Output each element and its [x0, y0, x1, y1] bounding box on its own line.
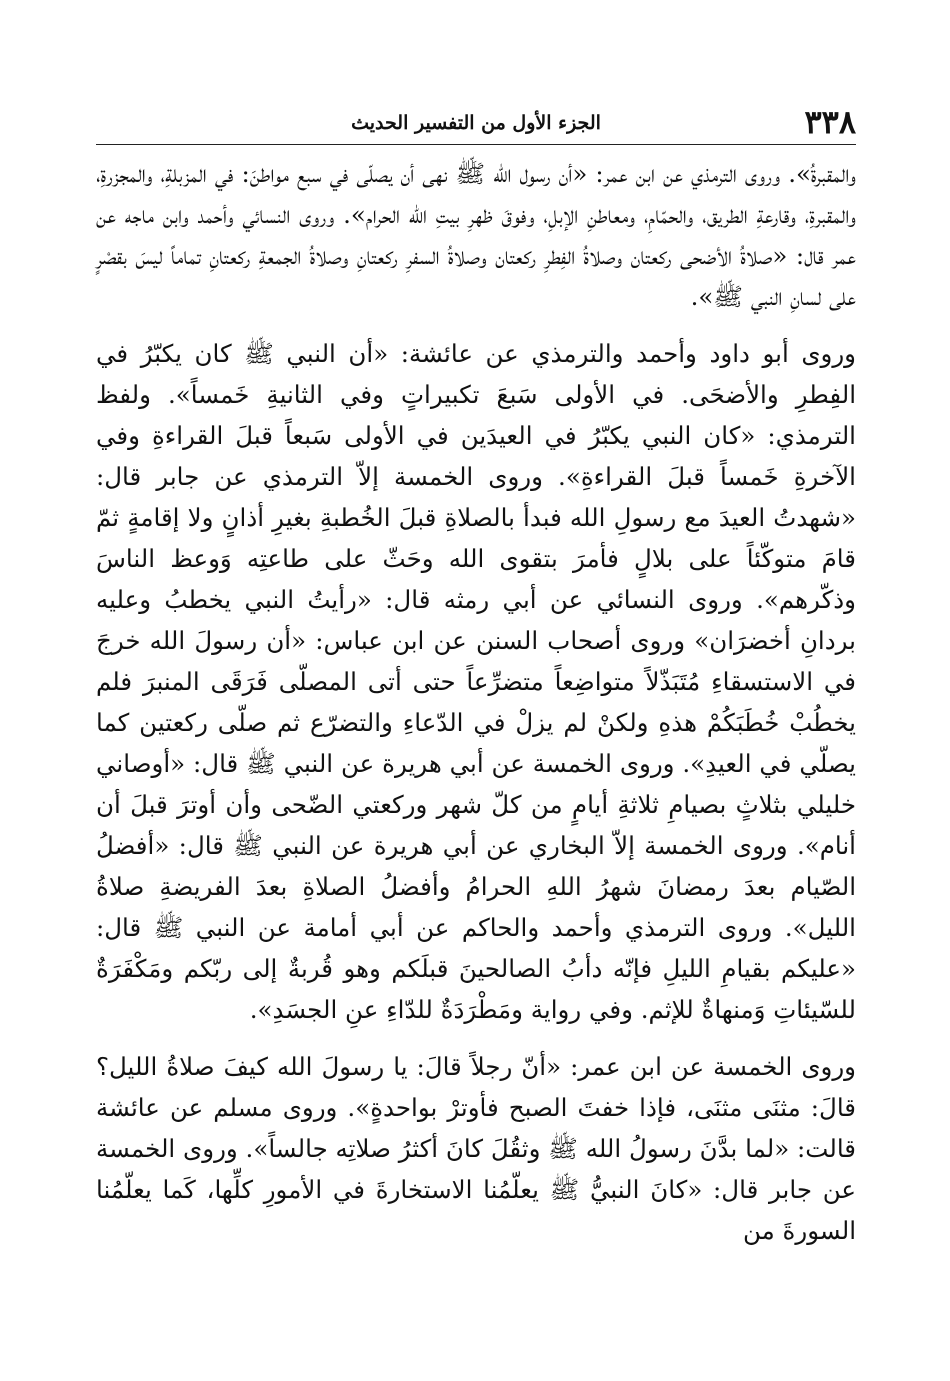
- page-header: [96, 100, 856, 145]
- book-page: [96, 100, 856, 1251]
- page-number: ٣٣٨: [804, 103, 856, 141]
- paragraph-3: وروى الخمسة عن ابن عمر: «أنّ رجلاً قالَ: يا رسولَ الله كيفَ صلاةُ الليل؟ قالَ: مثنَى مثنَى، فإذا خفتَ الصبح فأوترْ بواحدةٍ». وروى مسلم عن عائشة قالت: «لما بدَّنَ رسولُ الله ﷺ وثقُلَ كانَ أكثرُ صلاتِه جالساً». وروى الخمسة عن جابر قال: «كانَ النبيُّ ﷺ يعلّمُنا الاستخارةَ في الأمورِ كلِّها، كَما يعلّمُنا السورةَ من: [96, 1052, 856, 1245]
- paragraph-2: وروى أبو داود وأحمد والترمذي عن عائشة: «أن النبي ﷺ كان يكبّرُ في الفِطرِ والأضحَى. في الأولى سَبعَ تكبيراتٍ وفي الثانيةِ خَمساً». ولفظ الترمذي: «كان النبي يكبّرُ في العيدَين في الأولى سَبعاً قبلَ القراءةِ وفي الآخرةِ خَمساً قبلَ القراءةِ». وروى الخمسة إلاّ الترمذي عن جابر قال: «شهدتُ العيدَ مع رسولِ الله فبدأ بالصلاةِ قبلَ الخُطبةِ بغيرِ أذانٍ ولا إقامةٍ ثمّ قامَ متوكّئاً على بلالٍ فأمرَ بتقوى الله وحَثّ على طاعتِه وَوعظ الناسَ وذكّرهم». وروى النسائي عن أبي رمثه قال: «رأيتُ النبي يخطبُ وعليه بردانِ أخضرَان» وروى أصحاب السنن عن ابن عباس: «أن رسولَ الله خرجَ في الاستسقاءِ مُتَبَذّلاً متواضِعاً متضرِّعاً حتى أتى المصلّى فَرَقَى المنبرَ فلم يخطُبْ خُطَبَكُمْ هذهِ ولكنْ لم يزلْ في الدّعاءِ والتضرّع ثم صلّى ركعتين كما يصلّي في العيدِ». وروى الخمسة عن أبي هريرة عن النبي ﷺ قال: «أوصاني خليلي بثلاثٍ بصيامِ ثلاثةِ أيامٍ من كلّ شهر وركعتي الضّحى وأن أوترَ قبلَ أن أنام». وروى الخمسة إلاّ البخاري عن أبي هريرة عن النبي ﷺ قال: «أفضلُ الصّيام بعدَ رمضانَ شهرُ اللهِ الحرامُ وأفضلُ الصلاةِ بعدَ الفريضةِ صلاةُ الليل». وروى الترمذي وأحمد والحاكم عن أبي أمامة عن النبي ﷺ قال: «عليكم بقيامِ الليلِ فإنّه دأبُ الصالحينَ قبلَكم وهو قُربةٌ إلى ربّكم ومَكْفَرَةٌ للسّيئاتِ وَمنهاةٌ للإثم. وفي رواية ومَطْرَدَةٌ للدّاءِ عنِ الجسَدِ».: [96, 339, 856, 1024]
- running-title: الجزء الأول من التفسير الحديث: [351, 112, 601, 134]
- paragraph-1: والمقبرةُ». وروى الترمذي عن ابن عمر: «أن رسول الله ﷺ نهى أن يصلّى في سبع مواطنَ: في المزبلةِ، والمجزرةِ، والمقبرةِ، وقارعةِ الطريق، والحمّامِ، ومعاطنِ الإبلِ، وفوقَ ظهرِ بيتِ الله الحرام». وروى النسائي وأحمد وابن ماجه عن عمر قال: «صلاةُ الأضحى ركعتان وصلاةُ الفِطرِ ركعتان وصلاةُ السفرِ ركعتانِ وصلاةُ الجمعةِ ركعتانِ تماماً ليسَ بقصْرٍ على لسانِ النبي ﷺ».: [96, 159, 856, 311]
- body-text: [96, 153, 856, 1251]
